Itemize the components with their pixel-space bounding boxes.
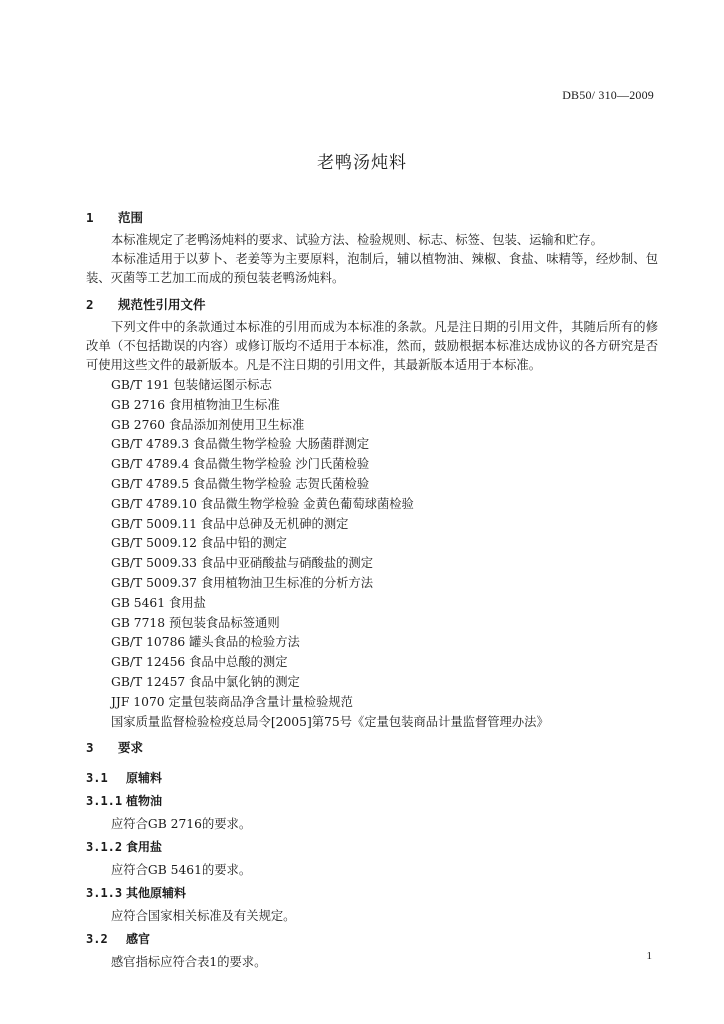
subsection-3-2-text: 感官指标应符合表1的要求。: [111, 955, 267, 970]
subsection-title: 原辅料: [126, 771, 163, 786]
scope-paragraph-2: 本标准适用于以萝卜、老姜等为主要原料，泡制后，辅以植物油、辣椒、食盐、味精等，经炒制、包装、灭菌等工艺加工而成的预包装老鸭汤炖料。: [86, 252, 658, 285]
document-code: DB50/ 310—2009: [562, 88, 654, 102]
subsection-number: 3.1.2: [86, 840, 123, 855]
reference-item: GB/T 4789.5 食品微生物学检验 志贺氏菌检验: [111, 476, 370, 491]
subsection-title: 植物油: [126, 794, 163, 809]
subsection-3-1-3-text: 应符合国家相关标准及有关规定。: [111, 909, 296, 924]
section-number: 2: [86, 297, 94, 312]
reference-item: GB 5461 食用盐: [111, 595, 206, 610]
subsection-3-1-1-text: 应符合GB 2716的要求。: [111, 817, 252, 832]
subsection-3-1-2-text: 应符合GB 5461的要求。: [111, 863, 252, 878]
subsection-3-1-1-heading: [86, 790, 658, 813]
reference-item: GB/T 12457 食品中氯化钠的测定: [111, 674, 300, 689]
subsection-title: 食用盐: [126, 840, 163, 855]
scope-paragraph-1: 本标准规定了老鸭汤炖料的要求、试验方法、检验规则、标志、标签、包装、运输和贮存。: [111, 233, 603, 247]
subsection-3-1-3-heading: [86, 882, 658, 905]
reference-item: GB/T 4789.4 食品微生物学检验 沙门氏菌检验: [111, 457, 370, 472]
section-1-heading: [86, 205, 658, 231]
section-3-heading: [86, 735, 658, 761]
document-body: [86, 205, 658, 974]
page-number: 1: [646, 950, 652, 962]
reference-item: GB/T 191 包装储运图示标志: [111, 378, 272, 392]
section-number: 1: [86, 210, 94, 225]
reference-item: GB/T 5009.12 食品中铅的测定: [111, 536, 287, 551]
subsection-title: 其他原辅料: [126, 886, 187, 901]
reference-item: GB 2716 食用植物油卫生标准: [111, 397, 280, 412]
section-2-heading: [86, 292, 658, 318]
subsection-3-2-heading: [86, 928, 658, 951]
reference-item: GB/T 5009.33 食品中亚硝酸盐与硝酸盐的测定: [111, 556, 374, 571]
reference-item: GB 7718 预包装食品标签通则: [111, 615, 280, 630]
reference-item: 国家质量监督检验检疫总局令[2005]第75号《定量包装商品计量监督管理办法》: [111, 714, 549, 729]
reference-list: [86, 376, 658, 732]
references-intro: 下列文件中的条款通过本标准的引用而成为本标准的条款。凡是注日期的引用文件，其随后所有的修改单（不包括勘误的内容）或修订版均不适用于本标准，然而，鼓励根据本标准达成协议的各方研究是否可使用这些文件的最新版本。凡是不注日期的引用文件，其最新版本适用于本标准。: [86, 320, 658, 372]
section-title: 规范性引用文件: [118, 297, 206, 312]
reference-item: GB/T 5009.37 食用植物油卫生标准的分析方法: [111, 575, 374, 590]
subsection-title: 感官: [126, 932, 151, 947]
section-number: 3: [86, 740, 94, 756]
reference-item: GB/T 5009.11 食品中总砷及无机砷的测定: [111, 516, 349, 531]
reference-item: JJF 1070 定量包装商品净含量计量检验规范: [111, 694, 353, 709]
reference-item: GB/T 10786 罐头食品的检验方法: [111, 635, 300, 650]
reference-item: GB/T 4789.3 食品微生物学检验 大肠菌群测定: [111, 437, 370, 452]
section-title: 范围: [118, 210, 144, 225]
section-title: 要求: [118, 740, 144, 756]
reference-item: GB/T 12456 食品中总酸的测定: [111, 655, 288, 670]
subsection-3-1-heading: [86, 767, 658, 790]
subsection-number: 3.1.3: [86, 886, 123, 901]
document-title: 老鸭汤炖料: [317, 153, 407, 173]
reference-item: GB 2760 食品添加剂使用卫生标准: [111, 417, 305, 432]
subsection-number: 3.1.1: [86, 794, 123, 809]
reference-item: GB/T 4789.10 食品微生物学检验 金黄色葡萄球菌检验: [111, 496, 414, 511]
subsection-number: 3.1: [86, 771, 108, 786]
subsection-3-1-2-heading: [86, 836, 658, 859]
subsection-number: 3.2: [86, 932, 108, 947]
